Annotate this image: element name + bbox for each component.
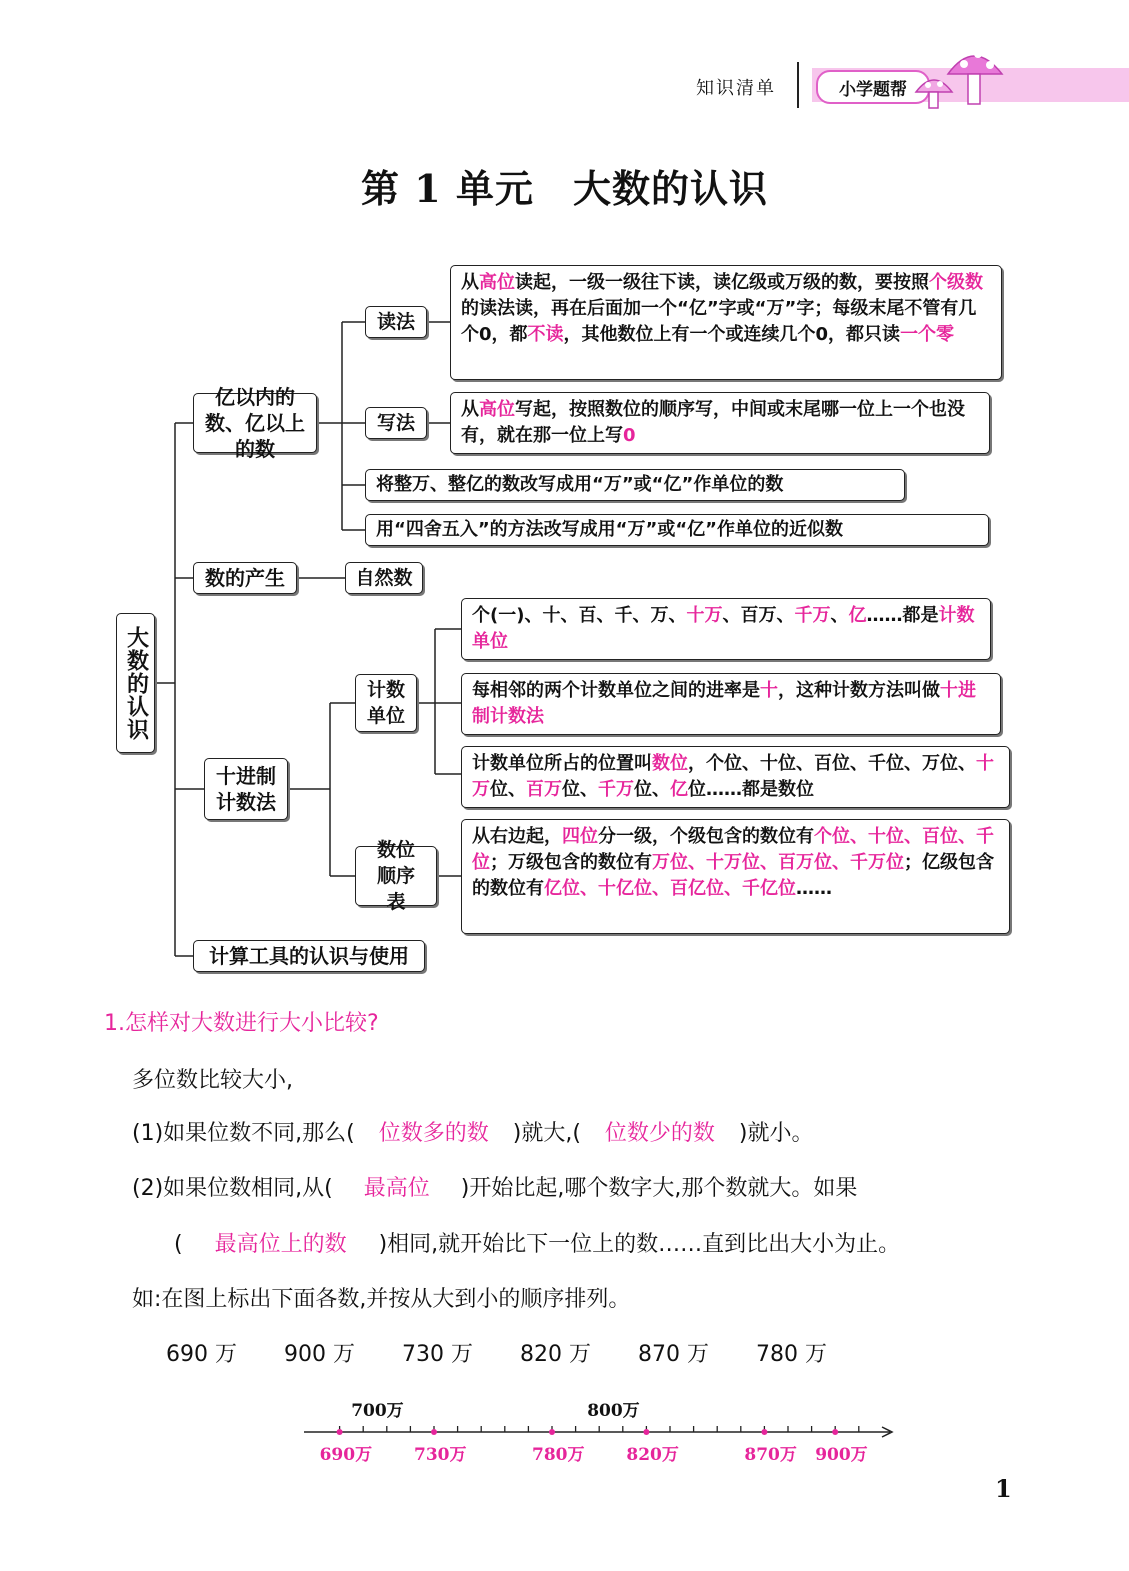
highlight-text: 不读 xyxy=(527,324,564,345)
number-line-point xyxy=(337,1429,343,1435)
rule-text: 、 xyxy=(830,605,849,626)
number-line-top-label: 700万 xyxy=(351,1401,404,1421)
highlight-text: 亿位、十亿位、百亿位、千亿位 xyxy=(544,878,796,899)
order-rule-box xyxy=(461,819,1010,934)
question-intro: 多位数比较大小, xyxy=(132,1068,293,1093)
q1-answer-2: 位数少的数 xyxy=(604,1121,715,1146)
number-line-point-label: 690万 xyxy=(319,1445,373,1465)
highlight-text: 数位 xyxy=(652,753,688,774)
question-number: 1. xyxy=(104,1011,125,1036)
rule-text: 计数单位所占的位置叫 xyxy=(472,753,652,774)
number-line-point xyxy=(643,1429,649,1435)
q2-text-d: )相同,就开始比下一位上的数……直到比出大小为止。 xyxy=(378,1232,901,1257)
number-line-point-label: 730万 xyxy=(414,1445,467,1465)
rule-text: 读起，一级一级往下读，读亿级或万级的数，要按照 xyxy=(515,272,929,293)
highlight-text: 百万 xyxy=(526,779,562,800)
rule-text: 从 xyxy=(461,399,479,420)
example-number: 900 万 xyxy=(284,1342,355,1367)
example-number: 870 万 xyxy=(638,1342,709,1367)
read-rule-box xyxy=(450,265,1002,380)
number-line-point xyxy=(549,1429,555,1435)
number-line-point xyxy=(761,1429,767,1435)
highlight-text: 计数单位 xyxy=(472,605,975,652)
q1-text-c: )就小。 xyxy=(738,1121,814,1146)
highlight-text: 四位 xyxy=(562,826,598,847)
rule-text: ……都是 xyxy=(866,605,939,626)
number-line-top-label: 800万 xyxy=(587,1401,640,1421)
q2-text-b: )开始比起,哪个数字大,那个数就大。如果 xyxy=(460,1176,858,1201)
node-approx xyxy=(365,514,989,546)
rule-text: 个(一)、十、百、千、万、 xyxy=(472,605,687,626)
node-approx-label: 用“四舍五入”的方法改写成用“万”或“亿”作单位的近似数 xyxy=(376,519,843,540)
q2-answer-1: 最高位 xyxy=(363,1176,430,1201)
rule-text: 位、 xyxy=(634,779,670,800)
example-number: 690 万 xyxy=(166,1342,237,1367)
rule-text: ，这种计数方法叫做 xyxy=(778,680,940,701)
q2-answer-2: 最高位上的数 xyxy=(214,1232,347,1257)
rule-text: 位、 xyxy=(490,779,526,800)
root-label: 大数的认识 xyxy=(123,625,149,741)
node-reading xyxy=(365,306,427,338)
highlight-text: 个级数 xyxy=(929,272,983,293)
rule-text: ；万级包含的数位有 xyxy=(490,852,652,873)
highlight-text: 十万 xyxy=(472,753,994,800)
q1-text-b: )就大,( xyxy=(512,1121,581,1146)
node-count-unit xyxy=(355,674,417,732)
highlight-text: 十 xyxy=(760,680,778,701)
highlight-text: 千万 xyxy=(794,605,831,626)
q1-answer-1: 位数多的数 xyxy=(378,1121,489,1146)
branch-billion-numbers xyxy=(193,385,317,461)
question-heading xyxy=(104,1006,379,1037)
section-label: 知识清单 xyxy=(696,78,776,99)
example-instruction: 如:在图上标出下面各数,并按从大到小的顺序排列。 xyxy=(132,1287,631,1312)
number-line-point xyxy=(832,1429,838,1435)
rule-text: 分一级，个级包含的数位有 xyxy=(598,826,814,847)
node-writing xyxy=(365,407,427,439)
rule-text: 写起，按照数位的顺序写，中间或末尾哪一位上一个也没有，就在那一位上写 xyxy=(461,399,965,446)
rule-text: ，个位、十位、百位、千位、万位、 xyxy=(688,753,976,774)
highlight-text: 一个零 xyxy=(900,324,955,345)
unit-list-box xyxy=(461,598,991,660)
question-title: 怎样对大数进行大小比较? xyxy=(125,1011,379,1036)
highlight-text: 十进制计数法 xyxy=(472,680,976,727)
highlight-text: 千万 xyxy=(598,779,634,800)
highlight-text: 十万 xyxy=(686,605,723,626)
number-line-point xyxy=(431,1429,437,1435)
rule-text: 、百万、 xyxy=(722,605,795,626)
branch-origin xyxy=(193,562,297,594)
node-count-unit-label: 计数单位 xyxy=(366,679,405,727)
example-number: 820 万 xyxy=(520,1342,591,1367)
node-natural-numbers-label: 自然数 xyxy=(355,567,413,589)
q1-text-a: (1)如果位数不同,那么( xyxy=(132,1121,355,1146)
rule-text: ；亿级包含的数位有 xyxy=(472,852,994,899)
node-rewrite-label: 将整万、整亿的数改写成用“万”或“亿”作单位的数 xyxy=(376,474,784,495)
node-writing-label: 写法 xyxy=(376,412,415,434)
root-node xyxy=(116,613,155,753)
branch-billion-numbers-label: 亿以内的数、亿以上的数 xyxy=(205,385,305,461)
question-line-1 xyxy=(132,1116,814,1147)
rule-text: ，其他数位上有一个或连续几个0，都只读 xyxy=(563,324,901,345)
node-place-table xyxy=(355,839,437,913)
number-line-point-label: 780万 xyxy=(532,1445,585,1465)
write-rule-box xyxy=(450,392,990,454)
example-number: 780 万 xyxy=(756,1342,827,1367)
page-number: 1 xyxy=(995,1474,1012,1503)
page-title: 第 1 单元 大数的认识 xyxy=(361,166,768,211)
node-rewrite xyxy=(365,469,905,501)
place-def-box xyxy=(461,746,1010,808)
node-reading-label: 读法 xyxy=(376,311,415,333)
node-place-table-label: 数位顺序表 xyxy=(376,839,415,913)
branch-origin-label: 数的产生 xyxy=(205,566,285,590)
branch-decimal-system-label: 十进制计数法 xyxy=(216,764,276,814)
highlight-text: 万位、十万位、百万位、千万位 xyxy=(652,852,904,873)
number-line xyxy=(0,1390,1129,1470)
rule-text: 从 xyxy=(461,272,479,293)
rule-text: …… xyxy=(796,878,832,899)
number-line-point-label: 900万 xyxy=(815,1445,868,1465)
rule-text: 每相邻的两个计数单位之间的进率是 xyxy=(472,680,760,701)
number-line-point-label: 820万 xyxy=(626,1445,679,1465)
branch-calc-tools-label: 计算工具的认识与使用 xyxy=(209,944,409,968)
branch-decimal-system xyxy=(204,758,288,820)
branch-calc-tools xyxy=(193,940,425,972)
q2-text-a: (2)如果位数相同,从( xyxy=(132,1176,333,1201)
question-line-3 xyxy=(174,1227,900,1258)
rule-text: 位、 xyxy=(562,779,598,800)
highlight-text: 0 xyxy=(623,425,636,446)
highlight-text: 高位 xyxy=(479,399,515,420)
highlight-text: 高位 xyxy=(479,272,515,293)
highlight-text: 亿 xyxy=(670,779,688,800)
unit-rate-box xyxy=(461,673,1001,735)
example-numbers xyxy=(166,1337,874,1368)
question-line-2 xyxy=(132,1171,857,1202)
q2-text-c: ( xyxy=(174,1232,183,1257)
rule-text: 的读法读，再在后面加一个“亿”字或“万”字；每级末尾不管有几个0，都 xyxy=(461,298,977,345)
example-number: 730 万 xyxy=(402,1342,473,1367)
number-line-point-label: 870万 xyxy=(744,1445,797,1465)
highlight-text: 个位、十位、百位、千位 xyxy=(472,826,994,873)
rule-text: 位……都是数位 xyxy=(688,779,814,800)
highlight-text: 亿 xyxy=(848,605,867,626)
rule-text: 从右边起， xyxy=(472,826,562,847)
node-natural-numbers xyxy=(345,562,423,594)
brand-label: 小学题帮 xyxy=(816,70,930,104)
